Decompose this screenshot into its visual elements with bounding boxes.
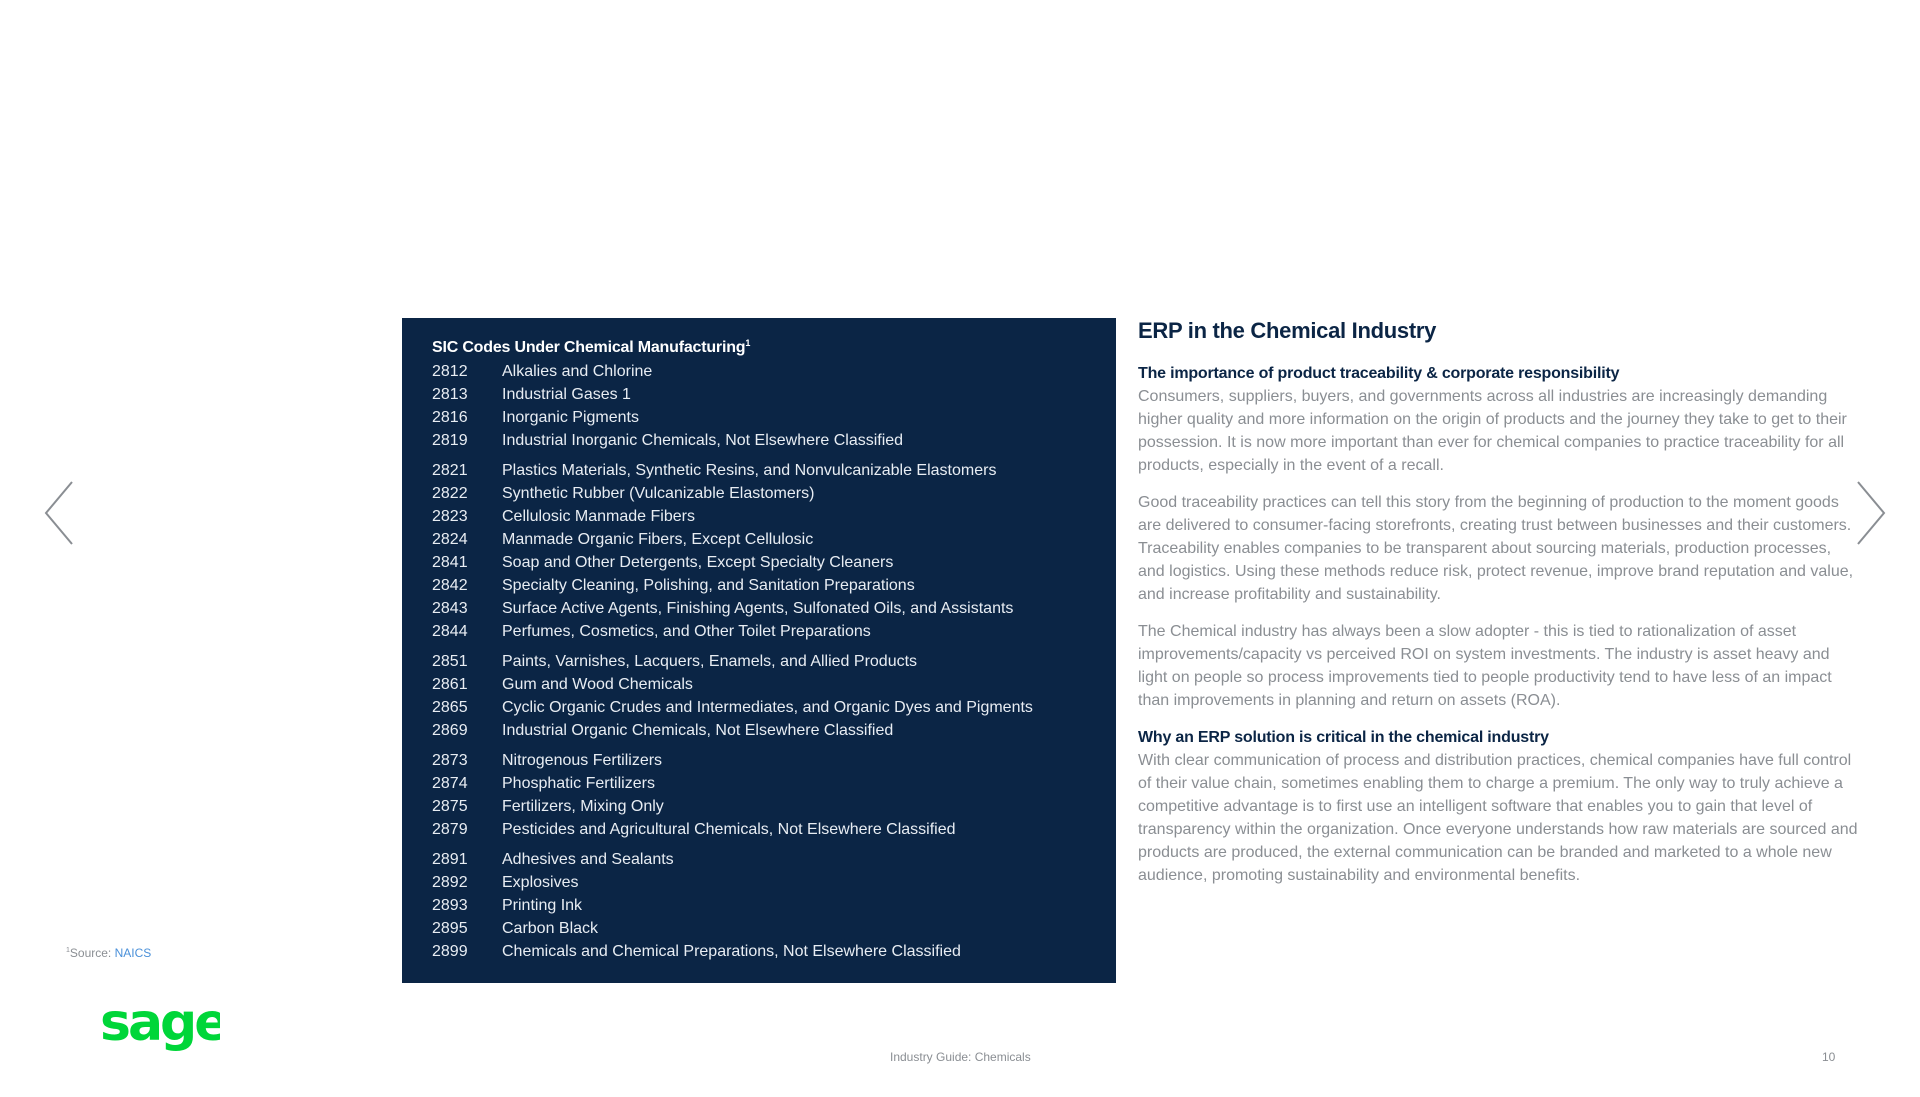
- sic-code-row: [432, 574, 1116, 597]
- paragraph-2: Good traceability practices can tell this story from the beginning of production to the moment goods are delivered to consumer-facing storefronts, creating trust between businesses and their customers. Traceability enables companies to be transparent about sourcing materials, production processes, and logistics. Using these methods reduce risk, protect revenue, improve brand reputation and value, and increase profitability and sustainability.: [1138, 494, 1854, 603]
- sic-code: 2821: [432, 462, 468, 479]
- sic-description: Inorganic Pigments: [502, 409, 639, 426]
- sic-description: Specialty Cleaning, Polishing, and Sanitation Preparations: [502, 577, 915, 594]
- sic-description: Fertilizers, Mixing Only: [502, 798, 664, 815]
- sic-code-row: [432, 749, 1116, 772]
- sic-code-row: [432, 871, 1116, 894]
- sic-description: Phosphatic Fertilizers: [502, 775, 655, 792]
- sic-code: 2841: [432, 554, 468, 571]
- article-title: ERP in the Chemical Industry: [1138, 318, 1437, 343]
- sic-codes-panel: [402, 318, 1116, 983]
- sic-description: Cyclic Organic Crudes and Intermediates, and Organic Dyes and Pigments: [502, 699, 1033, 716]
- sic-code: 2873: [432, 752, 468, 769]
- footer-guide-title: Industry Guide: Chemicals: [890, 1050, 1031, 1064]
- sic-description: Carbon Black: [502, 920, 599, 937]
- sic-code: 2822: [432, 485, 468, 502]
- sic-description: Explosives: [502, 874, 579, 891]
- sic-code-list: [432, 360, 1116, 963]
- sic-code: 2819: [432, 432, 468, 449]
- page-number: 10: [1822, 1050, 1836, 1064]
- sic-description: Cellulosic Manmade Fibers: [502, 508, 695, 525]
- sic-code: 2851: [432, 653, 468, 670]
- sic-code-row: [432, 696, 1116, 719]
- sic-code-row: [432, 459, 1116, 482]
- sic-code: 2865: [432, 699, 468, 716]
- paragraph-3: The Chemical industry has always been a slow adopter - this is tied to rationalization of asset improvements/capacity vs perceived ROI on system investments. The industry is asset heavy and light on people so process improvements tied to people productivity tend to have less of an impact than improvements in planning and return on assets (ROA).: [1138, 623, 1832, 709]
- sic-code-group: [432, 848, 1116, 963]
- sic-code: 2875: [432, 798, 468, 815]
- sic-code-group: [432, 749, 1116, 841]
- sic-code-group: [432, 360, 1116, 452]
- sic-code-row: [432, 719, 1116, 742]
- article: [1138, 316, 1858, 887]
- sic-code: 2823: [432, 508, 468, 525]
- sic-code: 2892: [432, 874, 468, 891]
- sic-description: Nitrogenous Fertilizers: [502, 752, 663, 769]
- sic-code-row: [432, 429, 1116, 452]
- sic-description: Industrial Inorganic Chemicals, Not Elsewhere Classified: [502, 432, 904, 449]
- sic-code-row: [432, 551, 1116, 574]
- sic-code-row: [432, 894, 1116, 917]
- sic-code-row: [432, 360, 1116, 383]
- sic-code-row: [432, 650, 1116, 673]
- sic-description: Surface Active Agents, Finishing Agents, Sulfonated Oils, and Assistants: [502, 600, 1014, 617]
- sic-code: 2861: [432, 676, 468, 693]
- naics-link[interactable]: NAICS: [114, 946, 152, 960]
- footnote-label: Source:: [69, 946, 115, 960]
- sic-code-row: [432, 482, 1116, 505]
- paragraph-1: Consumers, suppliers, buyers, and governments across all industries are increasingly demanding higher quality and more information on the origin of products and the journey they take to get to their possession. It is now more important than ever for chemical companies to practice traceability for all products, especially in the event of a recall.: [1138, 388, 1847, 474]
- sic-panel-title: [432, 336, 1116, 360]
- sic-description: Industrial Gases 1: [502, 386, 631, 403]
- section-heading-erp: Why an ERP solution is critical in the chemical industry: [1138, 729, 1549, 746]
- sic-code-row: [432, 818, 1116, 841]
- sic-code: 2843: [432, 600, 468, 617]
- sic-code-row: [432, 772, 1116, 795]
- paragraph-4: With clear communication of process and distribution practices, chemical companies have full control of their value chain, sometimes enabling them to charge a premium. The only way to truly achieve a competitive advantage is to first use an intelligent software that enables you to gain that level of transparency within the organization. Once everyone understands how raw materials are sourced and products are produced, the external communication can be branded and marketed to a whole new audience, promoting sustainability and environmental benefits.: [1138, 752, 1858, 884]
- footnote-number: 1: [66, 947, 70, 954]
- sic-code: 2893: [432, 897, 468, 914]
- sic-code: 2869: [432, 722, 468, 739]
- sic-description: Gum and Wood Chemicals: [502, 676, 693, 693]
- sic-code-group: [432, 650, 1116, 742]
- sic-code-row: [432, 848, 1116, 871]
- sic-description: Plastics Materials, Synthetic Resins, and Nonvulcanizable Elastomers: [502, 462, 997, 479]
- footnote-marker: 1: [745, 338, 751, 348]
- sic-code-group: [432, 459, 1116, 643]
- sic-code-row: [432, 917, 1116, 940]
- sic-code-row: [432, 383, 1116, 406]
- prev-page-button[interactable]: [40, 478, 80, 548]
- sic-panel-title-text: SIC Codes Under Chemical Manufacturing: [432, 339, 746, 356]
- sic-code: 2899: [432, 943, 468, 960]
- sic-code: 2879: [432, 821, 468, 838]
- sic-description: Synthetic Rubber (Vulcanizable Elastomers): [502, 485, 815, 502]
- sic-code-row: [432, 406, 1116, 429]
- sic-description: Adhesives and Sealants: [502, 851, 674, 868]
- sic-code: 2842: [432, 577, 468, 594]
- sic-code: 2824: [432, 531, 468, 548]
- sic-code: 2816: [432, 409, 468, 426]
- sic-description: Manmade Organic Fibers, Except Cellulosic: [502, 531, 814, 548]
- sic-description: Alkalies and Chlorine: [502, 363, 653, 380]
- sic-code: 2812: [432, 363, 468, 380]
- section-heading-traceability: The importance of product traceability & corporate responsibility: [1138, 365, 1620, 382]
- sic-description: Perfumes, Cosmetics, and Other Toilet Preparations: [502, 623, 871, 640]
- sic-code-row: [432, 940, 1116, 963]
- sic-code: 2813: [432, 386, 468, 403]
- sic-code: 2874: [432, 775, 468, 792]
- logo-text: sage: [100, 1000, 220, 1053]
- sic-code-row: [432, 597, 1116, 620]
- sic-code: 2891: [432, 851, 468, 868]
- sic-code: 2895: [432, 920, 468, 937]
- sic-description: Paints, Varnishes, Lacquers, Enamels, and Allied Products: [502, 653, 918, 670]
- sic-code-row: [432, 620, 1116, 643]
- sic-description: Pesticides and Agricultural Chemicals, Not Elsewhere Classified: [502, 821, 956, 838]
- chevron-left-icon: [40, 478, 80, 548]
- sic-description: Chemicals and Chemical Preparations, Not Elsewhere Classified: [502, 943, 961, 960]
- sic-code-row: [432, 795, 1116, 818]
- source-footnote: [66, 946, 151, 960]
- sic-code-row: [432, 673, 1116, 696]
- sic-code-row: [432, 528, 1116, 551]
- sic-code: 2844: [432, 623, 468, 640]
- sic-code-row: [432, 505, 1116, 528]
- sic-description: Soap and Other Detergents, Except Specialty Cleaners: [502, 554, 894, 571]
- sage-logo: [100, 1000, 220, 1065]
- sic-description: Printing Ink: [502, 897, 583, 914]
- sic-description: Industrial Organic Chemicals, Not Elsewhere Classified: [502, 722, 894, 739]
